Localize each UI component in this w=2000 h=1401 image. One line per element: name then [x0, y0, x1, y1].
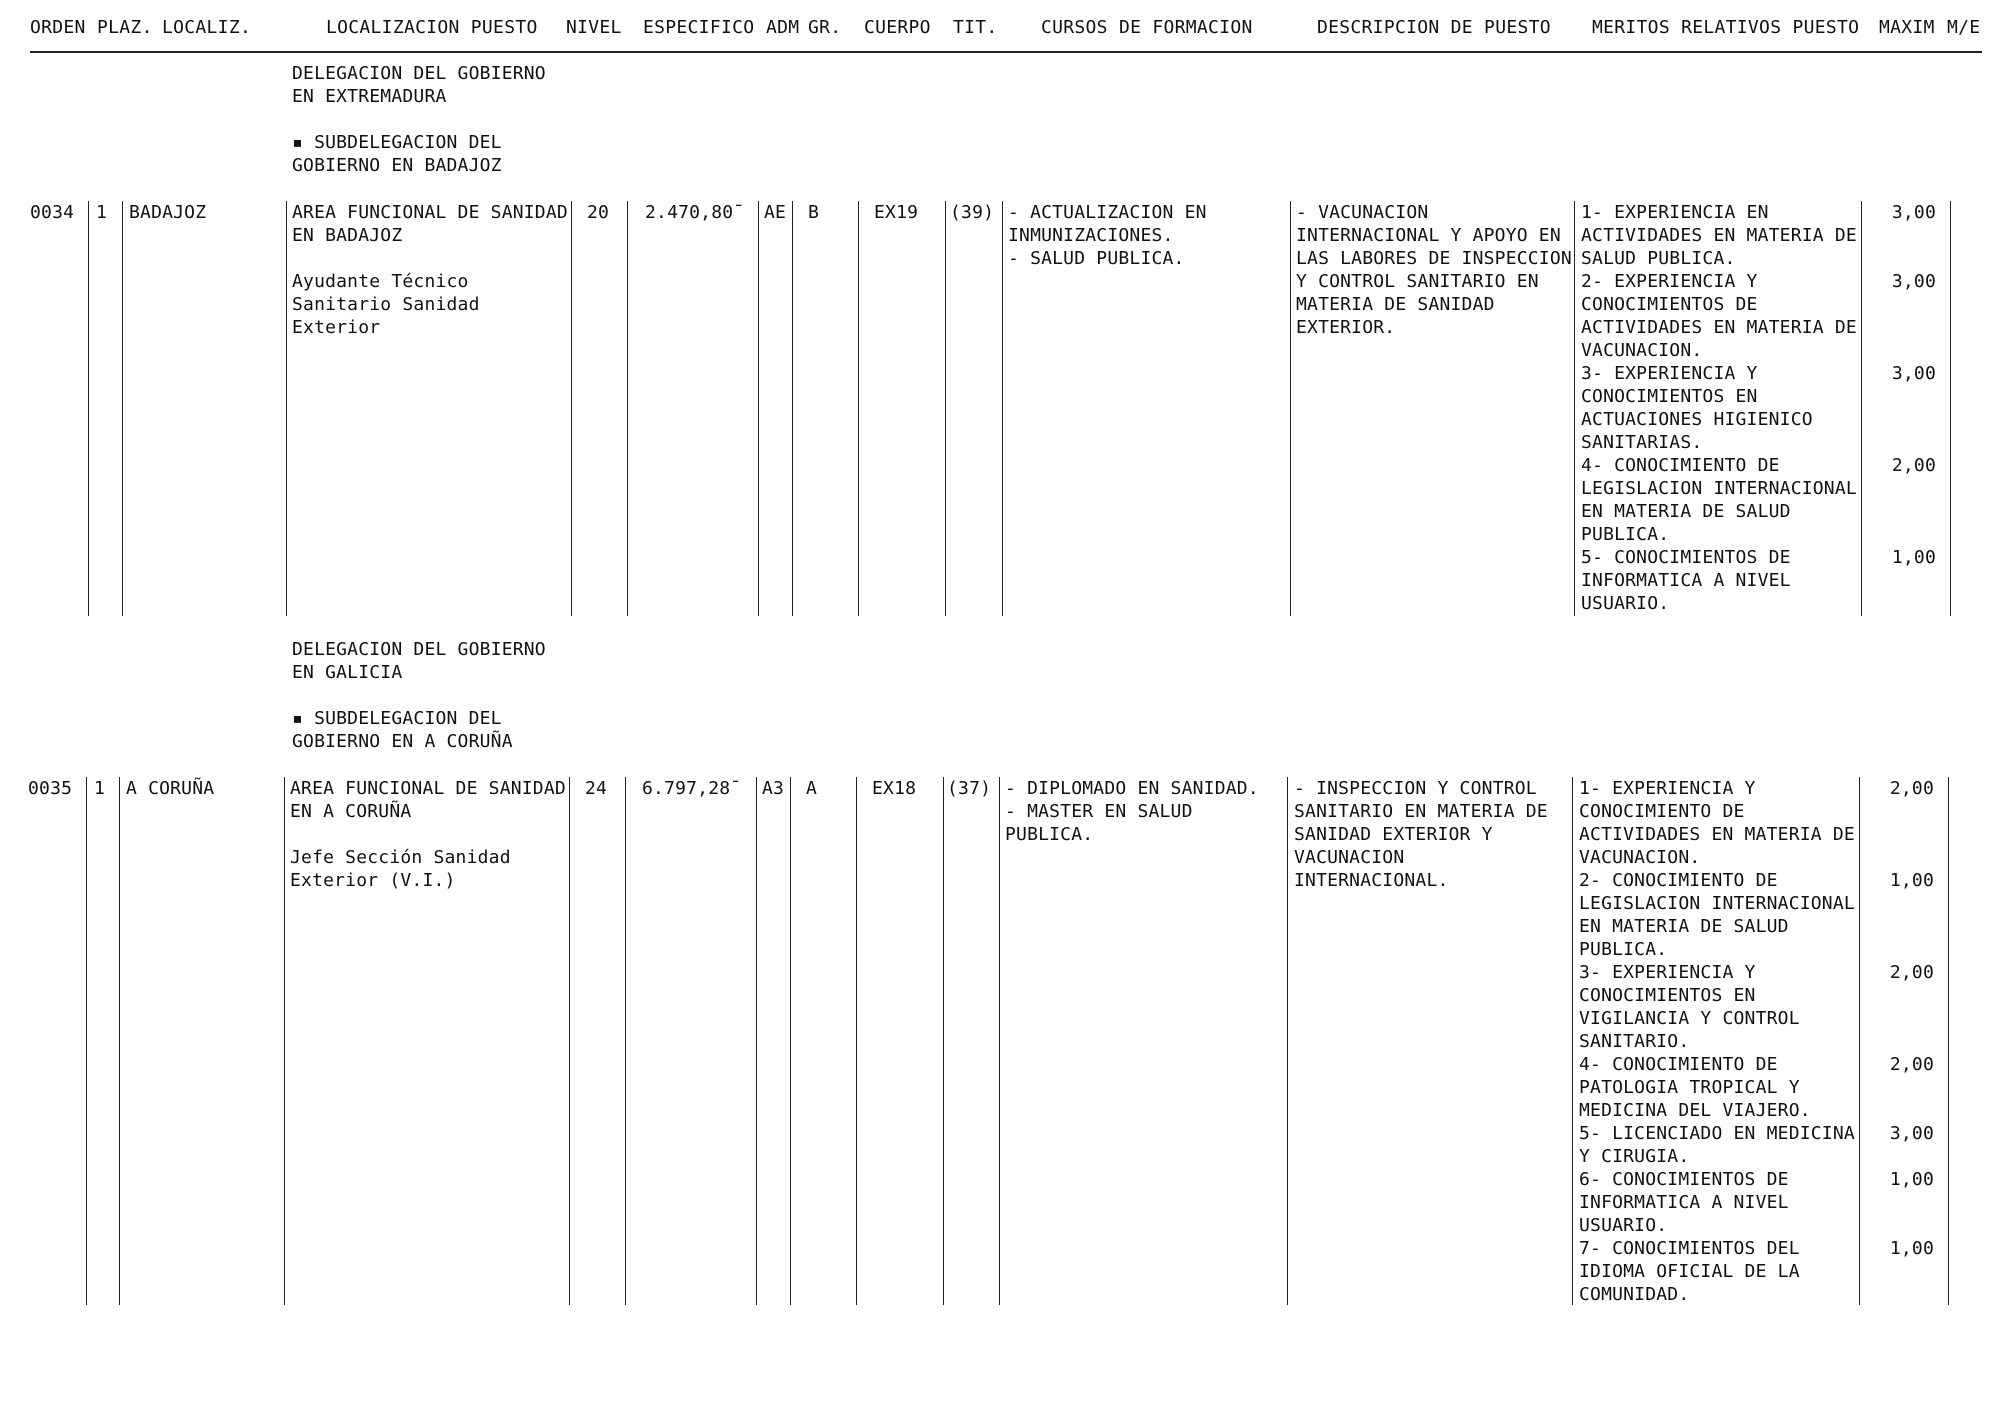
header-maxim: MAXIM — [1879, 17, 1935, 38]
merito-score: 1,00 — [1889, 870, 1934, 891]
tit-cell: (37) — [947, 778, 992, 799]
merito-text: 1- EXPERIENCIA Y CONOCIMIENTO DE ACTIVIDADES EN MATERIA DE VACUNACION. — [1579, 778, 1855, 868]
merito-text: 1- EXPERIENCIA EN ACTIVIDADES EN MATERIA DE SALUD PUBLICA. — [1581, 202, 1857, 269]
column-divider — [286, 201, 287, 616]
organization-heading: DELEGACION DEL GOBIERNO EN GALICIA — [292, 639, 546, 683]
nivel-cell: 24 — [585, 778, 608, 799]
descripcion-cell: - VACUNACION INTERNACIONAL Y APOYO EN LAS LABORES DE INSPECCION Y CONTROL SANITARIO EN MATERIA DE SANIDAD EXTERIOR. — [1296, 202, 1572, 338]
header-me: M/E — [1947, 17, 1981, 38]
merito-text: 7- CONOCIMIENTOS DEL IDIOMA OFICIAL DE LA COMUNIDAD. — [1579, 1238, 1800, 1305]
column-divider — [943, 777, 944, 1305]
organization-heading: DELEGACION DEL GOBIERNO EN EXTREMADURA — [292, 63, 546, 107]
adm-cell: AE — [764, 202, 787, 223]
header-plaz: PLAZ. — [97, 17, 153, 38]
merito-score: 1,00 — [1889, 1238, 1934, 1259]
column-divider — [945, 201, 946, 616]
header-especifico: ESPECIFICO — [643, 17, 755, 38]
header-adm: ADM — [766, 17, 800, 38]
descripcion-cell: - INSPECCION Y CONTROL SANITARIO EN MATERIA DE SANIDAD EXTERIOR Y VACUNACION INTERNACIONAL. — [1294, 778, 1548, 891]
cursos-cell: - DIPLOMADO EN SANIDAD. - MASTER EN SALUD PUBLICA. — [1005, 778, 1259, 845]
column-divider — [88, 201, 89, 616]
header-gr: GR. — [808, 17, 842, 38]
column-divider — [122, 201, 123, 616]
column-divider — [856, 777, 857, 1305]
merito-text: 5- LICENCIADO EN MEDICINA Y CIRUGIA. — [1579, 1123, 1855, 1167]
localidad-cell: BADAJOZ — [129, 202, 207, 223]
merito-text: 2- CONOCIMIENTO DE LEGISLACION INTERNACIONAL EN MATERIA DE SALUD PUBLICA. — [1579, 870, 1855, 960]
column-divider — [1948, 777, 1949, 1305]
merito-text: 4- CONOCIMIENTO DE PATOLOGIA TROPICAL Y MEDICINA DEL VIAJERO. — [1579, 1054, 1811, 1121]
especifico-cell: 6.797,28¯ — [642, 778, 742, 799]
merito-text: 6- CONOCIMIENTOS DE INFORMATICA A NIVEL USUARIO. — [1579, 1169, 1789, 1236]
merito-score: 1,00 — [1889, 1169, 1934, 1190]
merito-text: 2- EXPERIENCIA Y CONOCIMIENTOS DE ACTIVIDADES EN MATERIA DE VACUNACION. — [1581, 271, 1857, 361]
header-cursos: CURSOS DE FORMACION — [1041, 17, 1253, 38]
header-descripcion: DESCRIPCION DE PUESTO — [1317, 17, 1551, 38]
column-divider — [858, 201, 859, 616]
merito-score: 2,00 — [1889, 962, 1934, 983]
nivel-cell: 20 — [587, 202, 610, 223]
gr-cell: B — [808, 202, 820, 223]
tit-cell: (39) — [950, 202, 995, 223]
header-localizacion-puesto: LOCALIZACION PUESTO — [326, 17, 538, 38]
column-divider — [756, 777, 757, 1305]
header-cuerpo: CUERPO — [864, 17, 931, 38]
column-divider — [119, 777, 120, 1305]
column-divider — [569, 777, 570, 1305]
column-divider — [1859, 777, 1860, 1305]
puesto-cell: AREA FUNCIONAL DE SANIDAD EN BADAJOZ Ayudante Técnico Sanitario Sanidad Exterior — [292, 202, 568, 338]
header-nivel: NIVEL — [566, 17, 622, 38]
header-divider — [30, 51, 1982, 53]
column-divider — [1287, 777, 1288, 1305]
column-divider — [790, 777, 791, 1305]
puesto-cell: AREA FUNCIONAL DE SANIDAD EN A CORUÑA Jefe Sección Sanidad Exterior (V.I.) — [290, 778, 566, 891]
merito-text: 4- CONOCIMIENTO DE LEGISLACION INTERNACIONAL EN MATERIA DE SALUD PUBLICA. — [1581, 455, 1857, 545]
column-divider — [627, 201, 628, 616]
merito-score: 3,00 — [1891, 363, 1936, 384]
orden-cell: 0034 — [30, 202, 75, 223]
column-divider — [1572, 777, 1573, 1305]
header-localiz: LOCALIZ. — [162, 17, 252, 38]
merito-score: 3,00 — [1891, 202, 1936, 223]
plaz-cell: 1 — [96, 202, 108, 223]
merito-score: 3,00 — [1889, 1123, 1934, 1144]
cuerpo-cell: EX19 — [874, 202, 919, 223]
merito-score: 3,00 — [1891, 271, 1936, 292]
merito-score: 2,00 — [1889, 778, 1934, 799]
column-divider — [86, 777, 87, 1305]
column-divider — [1861, 201, 1862, 616]
column-divider — [284, 777, 285, 1305]
column-divider — [571, 201, 572, 616]
cursos-cell: - ACTUALIZACION EN INMUNIZACIONES. - SALUD PUBLICA. — [1008, 202, 1207, 269]
column-divider — [1002, 201, 1003, 616]
merito-score: 2,00 — [1891, 455, 1936, 476]
cuerpo-cell: EX18 — [872, 778, 917, 799]
gr-cell: A — [806, 778, 818, 799]
column-divider — [792, 201, 793, 616]
orden-cell: 0035 — [28, 778, 73, 799]
column-divider — [1574, 201, 1575, 616]
especifico-cell: 2.470,80¯ — [645, 202, 745, 223]
column-divider — [1290, 201, 1291, 616]
header-meritos: MERITOS RELATIVOS PUESTO — [1592, 17, 1860, 38]
header-orden: ORDEN — [30, 17, 86, 38]
sub-organization-heading: ▪ SUBDELEGACION DEL GOBIERNO EN A CORUÑA — [292, 708, 513, 752]
merito-text: 3- EXPERIENCIA Y CONOCIMIENTOS EN VIGILANCIA Y CONTROL SANITARIO. — [1579, 962, 1800, 1052]
merito-score: 2,00 — [1889, 1054, 1934, 1075]
column-divider — [758, 201, 759, 616]
merito-text: 3- EXPERIENCIA Y CONOCIMIENTOS EN ACTUACIONES HIGIENICO SANITARIAS. — [1581, 363, 1813, 453]
localidad-cell: A CORUÑA — [126, 778, 215, 799]
sub-organization-heading: ▪ SUBDELEGACION DEL GOBIERNO EN BADAJOZ — [292, 132, 502, 176]
header-tit: TIT. — [953, 17, 998, 38]
plaz-cell: 1 — [94, 778, 106, 799]
column-divider — [1950, 201, 1951, 616]
adm-cell: A3 — [762, 778, 785, 799]
column-divider — [625, 777, 626, 1305]
merito-text: 5- CONOCIMIENTOS DE INFORMATICA A NIVEL USUARIO. — [1581, 547, 1791, 614]
column-divider — [999, 777, 1000, 1305]
merito-score: 1,00 — [1891, 547, 1936, 568]
